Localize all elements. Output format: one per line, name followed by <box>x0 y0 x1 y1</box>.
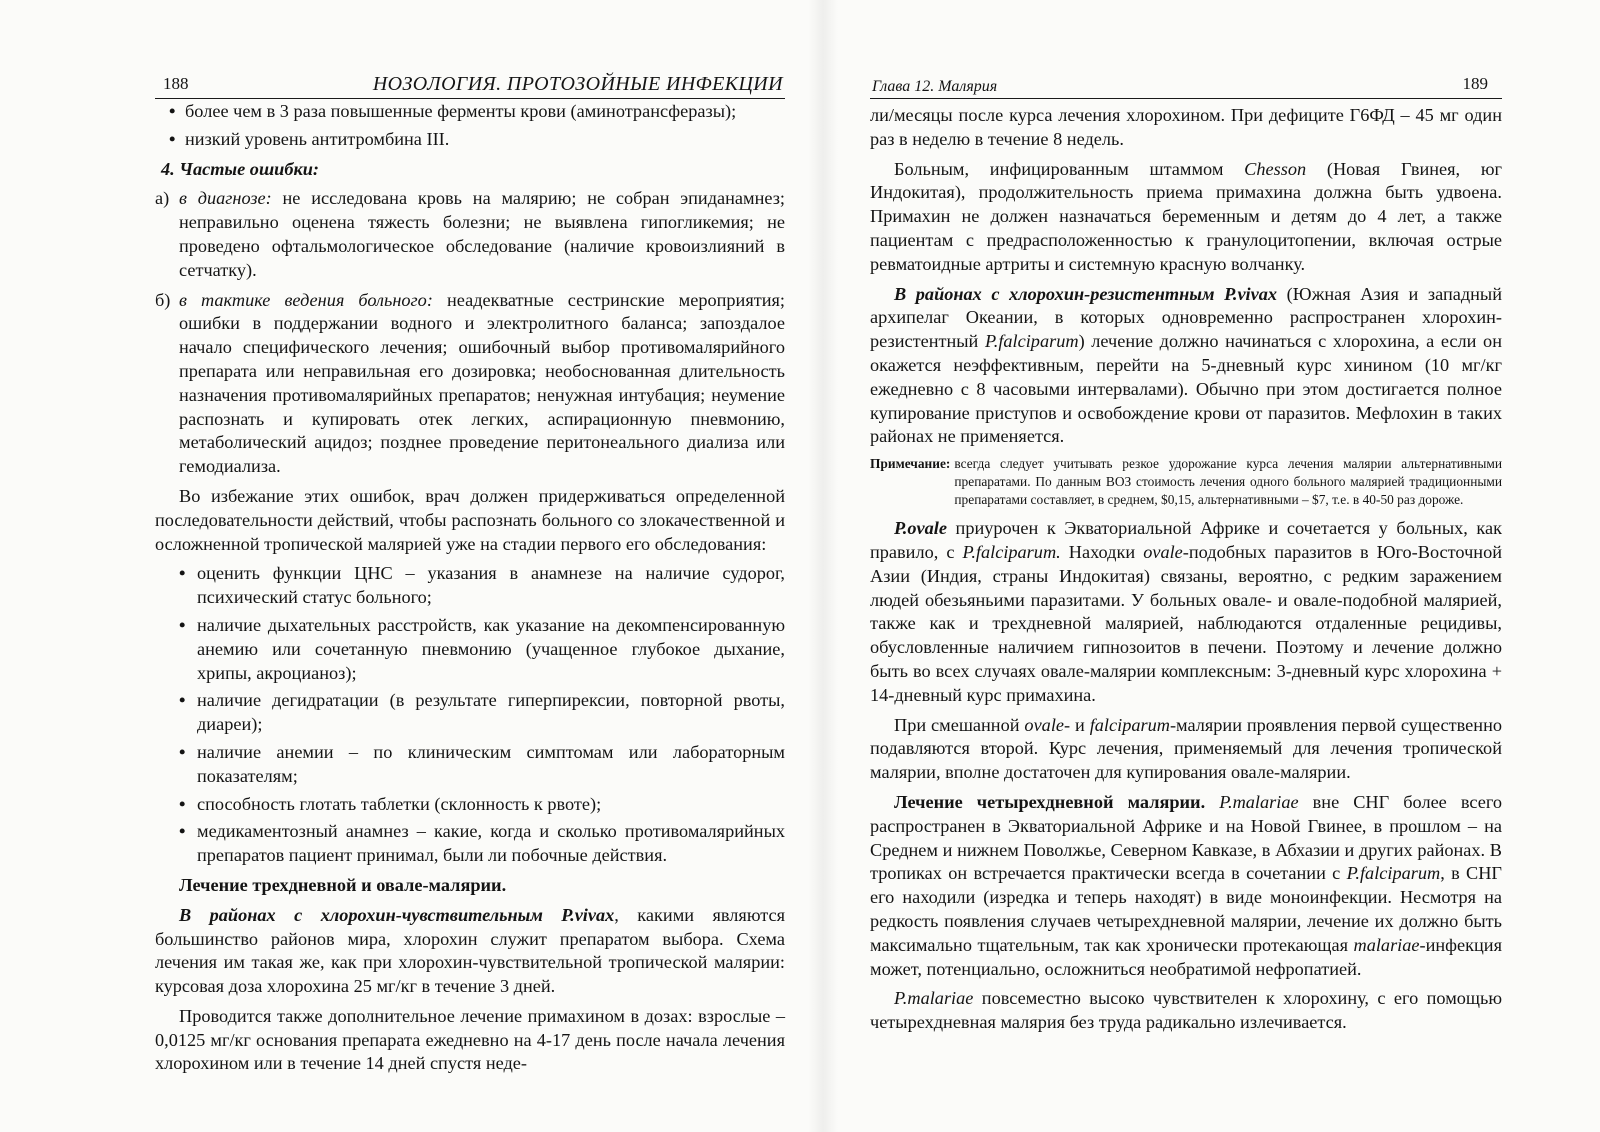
paragraph-text: -подобных паразитов в Юго-Восточной Азии (Индия, страны Индокитая) связаны, вероятно, с редким заражением людей обезьяньими паразитами. У больных овале- и овале-подобной малярией, также как и трехдневной малярией, наблюдаются отдаленные рецидивы, обусловленные наличием гипнозоитов в печени. Поэтому и лечение должно быть во всех случаях овале-малярии комплексным: 3-дневный курс хлорохина + 14-дневный курс примахина. <box>870 541 1502 705</box>
species-name: P.malariae <box>1205 791 1299 812</box>
primaquine-paragraph: Проводится также дополнительное лечение примахином в дозах: взрослые – 0,0125 мг/кг основания препарата ежедневно на 4-17 день после начала лечения хлорохином или в течение 14 дней спустя неде- <box>155 1005 785 1074</box>
mixed-infection-paragraph <box>870 714 1502 785</box>
avoid-errors-paragraph: Во избежание этих ошибок, врач должен придерживаться определенной последовательности действий, чтобы распознать больного со злокачественной и осложненной тропической малярией уже на стадии первого его обследования: <box>155 485 785 554</box>
item-lead: в тактике ведения больного: <box>179 289 433 310</box>
paragraph-text: ) лечение должно начинаться с хлорохина, а если он окажется неэффективным, перейти на 5-дневный курс хинином (10 мг/кг ежедневно с 8 часовыми интервалами). Обычно при этом достигается полное купирование приступов и освобождение крови от паразитов. Мефлохин в таких районах не применяется. <box>870 331 1502 447</box>
species-name: P.malariae <box>894 988 974 1009</box>
paragraph-lead: В районах с хлорохин-резистентным P.vivax <box>894 283 1278 304</box>
species-name: malariae <box>1353 934 1420 955</box>
paragraph-lead: В районах с хлорохин-чувствительным P.vivax <box>179 904 615 925</box>
species-name: P.falciparum. <box>962 541 1061 562</box>
left-page-number: 188 <box>163 74 189 93</box>
paragraph-text: повсеместно высоко чувствителен к хлорохину, с его помощью четырехдневная малярия без труда радикально излечивается. <box>870 988 1502 1033</box>
paragraph-text: , в СНГ его находили (изредка и теперь находят) в виде моноинфекции. Несмотря на редкость появления случаев четырехдневной малярии, лечение их должно быть максимально тщательным, так как хронически протекающая <box>870 863 1502 955</box>
error-item-a <box>155 187 785 282</box>
note-block <box>870 455 1502 509</box>
chesson-paragraph <box>870 158 1502 277</box>
resistant-vivax-paragraph <box>870 283 1502 450</box>
note-text: всегда следует учитывать резкое удорожание курса лечения малярии альтернативными препаратами. По данным ВОЗ стоимость лечения одного больного малярией традиционными препаратами составляет, в среднем, $0,15, альтернативными – $7, т.е. в 40-50 раз дороже. <box>954 456 1502 508</box>
paragraph-text: При смешанной <box>894 714 1025 735</box>
species-name: ovale- <box>1024 714 1071 735</box>
item-marker: а) <box>155 188 170 209</box>
item-marker: б) <box>155 289 171 310</box>
continuation-paragraph: ли/месяцы после курса лечения хлорохином. При дефиците Г6ФД – 45 мг один раз в неделю в течение 8 недель. <box>870 105 1502 149</box>
note-label: Примечание: <box>870 456 951 472</box>
paragraph-text: (Южная Азия и западный архипелаг Океании, в которых одновременно распространен хлорохин-резистентный <box>870 283 1502 352</box>
bullet-item: • медикаментозный анамнез – какие, когда и сколько противомалярийных препаратов пациент принимал, были ли побочные действия. <box>155 820 785 868</box>
left-running-head <box>155 68 785 99</box>
item-text: не исследована кровь на малярию; не собран эпиданамнез; неправильно оценена тяжесть болезни; не выявлена гипогликемия; не проведено офтальмологическое обследование (наличие кровоизлияний в сетчатку). <box>179 188 785 280</box>
left-page-body <box>155 100 785 1082</box>
species-name: ovale <box>1143 541 1183 562</box>
species-name: P.falciparum <box>984 331 1079 352</box>
paragraph-text: , какими являются большинство районов мира, хлорохин служит препаратом выбора. Схема лечения им такая же, как при хлорохин-чувствительной тропической малярии: курсовая доза хлорохина 25 мг/кг в течение 3 дней. <box>155 904 785 997</box>
bullet-item: • оценить функции ЦНС – указания в анамнезе на наличие судорог, психический статус больного; <box>155 562 785 610</box>
bullet-item: • более чем в 3 раза повышенные ферменты крови (аминотрансферазы); <box>155 100 785 124</box>
paragraph-lead: Лечение четырехдневной малярии. <box>894 791 1206 812</box>
final-paragraph <box>870 987 1502 1035</box>
paragraph-text: -малярии проявления первой существенно подавляются второй. Курс лечения, применяемый для лечения тропической малярии, вполне достаточен для купирования овале-малярии. <box>870 714 1502 783</box>
sensitive-vivax-paragraph <box>155 904 785 999</box>
species-name: P.falciparum <box>1346 863 1441 884</box>
paragraph-text: (Новая Гвинея, юг Индокитая), продолжительность приема примахина должна быть удвоена. Примахин не должен назначаться беременным и детям до 4 лет, а также пациентам с предрасположенностью к гранулоцитопении, включая острые ревматоидные артриты и системную красную волчанку. <box>870 158 1503 274</box>
treatment-heading: Лечение трехдневной и овале-малярии. <box>179 874 507 895</box>
error-item-b <box>155 289 785 479</box>
paragraph-text: Находки <box>1060 541 1144 562</box>
paragraph-lead: P.ovale <box>894 518 947 539</box>
errors-heading: 4. Частые ошибки: <box>161 158 319 179</box>
paragraph-text: -инфекция может, потенциально, осложниться необратимой нефропатией. <box>870 934 1502 979</box>
item-text: неадекватные сестринские мероприятия; ошибки в поддержании водного и электролитного баланса; запоздалое начало специфического лечения; ошибочный выбор противомалярийного препарата или неправильная его дозировка; необоснованная длительность назначения противомалярийных препаратов; ненужная интубация; неумение распознать и купировать отек легких, аспирационную пневмонию, метаболический ацидоз; позднее проведение перитонеального диализа или гемодиализа. <box>179 289 785 477</box>
item-lead: в диагнозе: <box>179 188 272 209</box>
bullet-item: • способность глотать таблетки (склонность к рвоте); <box>155 793 785 817</box>
paragraph-text: Больным, инфицированным штаммом <box>894 158 1245 179</box>
paragraph-text: вне СНГ более всего распространен в Экваториальной Африке и на Новой Гвинее, в прошлом – на Среднем и нижнем Поволжье, Северном Кавказе, в Абхазии и других районах. В тропиках он встречается практически всегда в сочетании с <box>870 791 1503 884</box>
book-gutter <box>808 0 838 1132</box>
ovale-paragraph <box>870 517 1502 707</box>
paragraph-text: приурочен к Экваториальной Африке и сочетается у больных, как правило, с <box>870 518 1502 562</box>
bullet-item: • наличие дегидратации (в результате гиперпирексии, повторной рвоты, диареи); <box>155 689 785 737</box>
bullet-item: • низкий уровень антитромбина III. <box>155 128 785 152</box>
right-page-body <box>870 104 1502 1041</box>
lab-bullet-list <box>155 100 785 152</box>
right-running-title: Глава 12. Малярия <box>872 78 998 95</box>
paragraph-text: и <box>1070 714 1090 735</box>
left-running-title: НОЗОЛОГИЯ. ПРОТОЗОЙНЫЕ ИНФЕКЦИИ <box>372 73 783 95</box>
checklist-bullets <box>155 562 785 868</box>
right-running-head <box>870 68 1502 99</box>
right-page-number: 189 <box>1462 74 1488 93</box>
strain-name: Chesson <box>1244 158 1307 179</box>
quartan-paragraph <box>870 791 1502 981</box>
species-name: falciparum <box>1089 714 1170 735</box>
left-page <box>155 0 785 1132</box>
bullet-item: • наличие анемии – по клиническим симптомам или лабораторным показателям; <box>155 741 785 789</box>
bullet-item: • наличие дыхательных расстройств, как указание на декомпенсированную анемию или сочетанную пневмонию (учащенное глубокое дыхание, хрипы, акроцианоз); <box>155 614 785 685</box>
right-page <box>870 0 1502 1132</box>
